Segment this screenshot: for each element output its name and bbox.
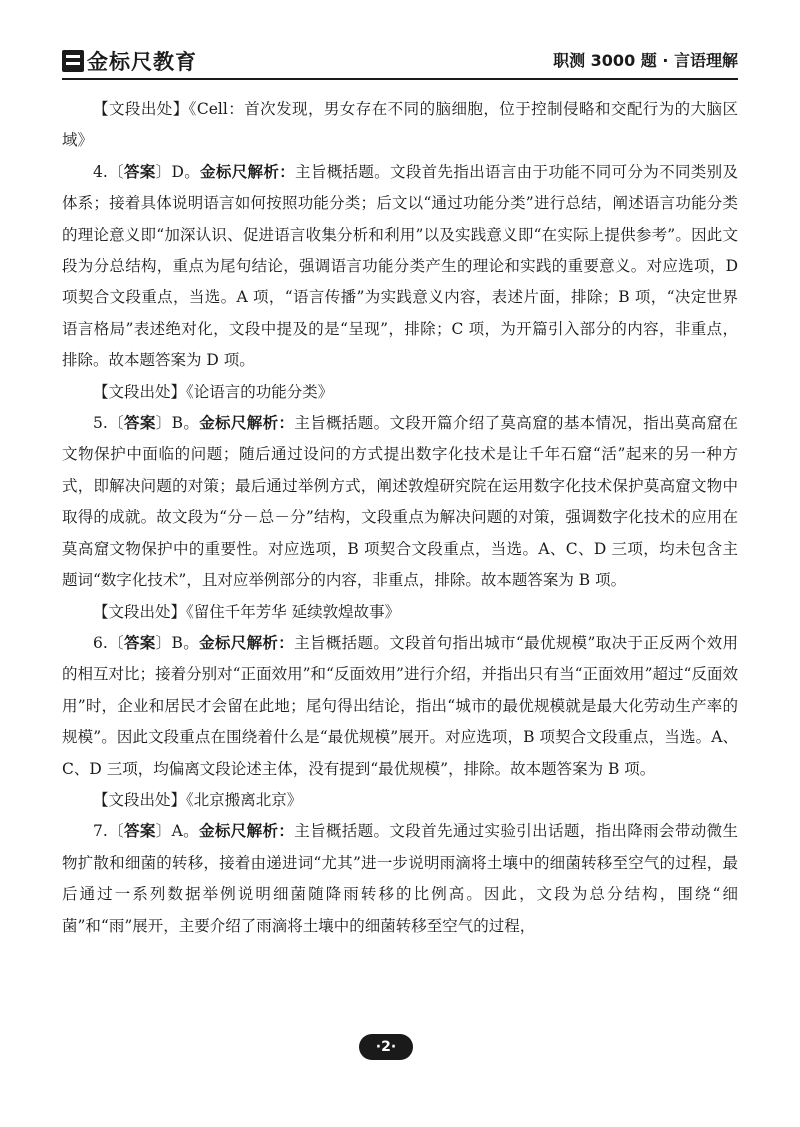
answer-label: 答案: [124, 822, 156, 841]
answer-choice: 〕D。: [155, 162, 201, 181]
analysis-label: 金标尺解析：: [199, 822, 295, 841]
source-line: 【文段出处】《Cell：首次发现，男女存在不同的脑细胞，位于控制侵略和交配行为的大脑区域》: [62, 100, 738, 150]
answer-choice: 〕B。: [155, 633, 200, 652]
answer-paragraph: [62, 816, 738, 942]
logo-icon: [62, 50, 84, 72]
analysis-text: 主旨概括题。文段首句指出城市“最优规模”取决于正反两个效用的相互对比；接着分别对“正面效用”和“反面效用”进行介绍，并指出只有当“正面效用”超过“反面效用”时，企业和居民才会留在此地；尾句得出结论，指出“城市的最优规模就是最大化劳动生产率的规模”。因此文段重点在围绕着什么是“最优规模”展开。对应选项，B 项契合文段重点，当选。A、C、D 三项，均偏离文段论述主体，没有提到“最优规模”，排除。故本题答案为 B 项。: [62, 633, 738, 778]
answer-choice: 〕B。: [155, 414, 200, 433]
answer-label: 答案: [124, 414, 156, 433]
analysis-label: 金标尺解析：: [200, 162, 296, 181]
source-line: 【文段出处】《论语言的功能分类》: [93, 382, 334, 401]
analysis-text: 主旨概括题。文段首先通过实验引出话题，指出降雨会带动微生物扩散和细菌的转移，接着由递进词“尤其”进一步说明雨滴将土壤中的细菌转移至空气的过程，最后通过一系列数据举例说明细菌随降雨转移的比例高。因此，文段为总分结构，围绕“细菌”和“雨”展开，主要介绍了雨滴将土壤中的细菌转移至空气的过程，: [62, 822, 738, 935]
question-number: 4.〔: [93, 162, 124, 181]
answer-paragraph: [62, 408, 738, 596]
header-divider: [62, 78, 738, 80]
answer-paragraph: [62, 628, 738, 785]
analysis-text: 主旨概括题。文段开篇介绍了莫高窟的基本情况，指出莫高窟在文物保护中面临的问题；随后通过设问的方式提出数字化技术是让千年石窟“活”起来的另一种方式，即解决问题的对策；最后通过举例方式，阐述敦煌研究院在运用数字化技术保护莫高窟文物中取得的成就。故文段为“分－总－分”结构，文段重点为解决问题的对策，强调数字化技术的应用在莫高窟文物保护中的重要性。对应选项，B 项契合文段重点，当选。A、C、D 三项，均未包含主题词“数字化技术”，且对应举例部分的内容，非重点，排除。故本题答案为 B 项。: [62, 414, 738, 590]
page-header: [62, 40, 738, 76]
analysis-label: 金标尺解析：: [199, 633, 295, 652]
question-number: 5.〔: [93, 414, 125, 433]
page-content: [62, 94, 738, 942]
brand-logo: [62, 46, 197, 76]
page-number: ·2·: [359, 1034, 413, 1060]
source-line: 【文段出处】《留住千年芳华 延续敦煌故事》: [93, 602, 401, 621]
source-line: 【文段出处】《北京搬离北京》: [93, 790, 303, 809]
answer-choice: 〕A。: [155, 822, 200, 841]
answer-label: 答案: [123, 162, 156, 181]
answer-label: 答案: [123, 633, 156, 652]
book-title: 职测 3000 题 · 言语理解: [553, 51, 738, 70]
question-number: 7.〔: [93, 822, 125, 841]
question-number: 6.〔: [93, 633, 124, 652]
analysis-label: 金标尺解析：: [199, 414, 295, 433]
logo-text: 金标尺教育: [87, 50, 197, 74]
analysis-text: 主旨概括题。文段首先指出语言由于功能不同可分为不同类别及体系；接着具体说明语言如何按照功能分类；后文以“通过功能分类”进行总结，阐述语言功能分类的理论意义即“加深认识、促进语言收集分析和利用”以及实践意义即“在实际上提供参考”。因此文段为分总结构，重点为尾句结论，强调语言功能分类产生的理论和实践的重要意义。对应选项，D 项契合文段重点，当选。A 项，“语言传播”为实践意义内容，表述片面，排除；B 项，“决定世界语言格局”表述绝对化，文段中提及的是“呈现”，排除；C 项，为开篇引入部分的内容，非重点，排除。故本题答案为 D 项。: [62, 162, 738, 370]
answer-paragraph: [62, 157, 738, 377]
